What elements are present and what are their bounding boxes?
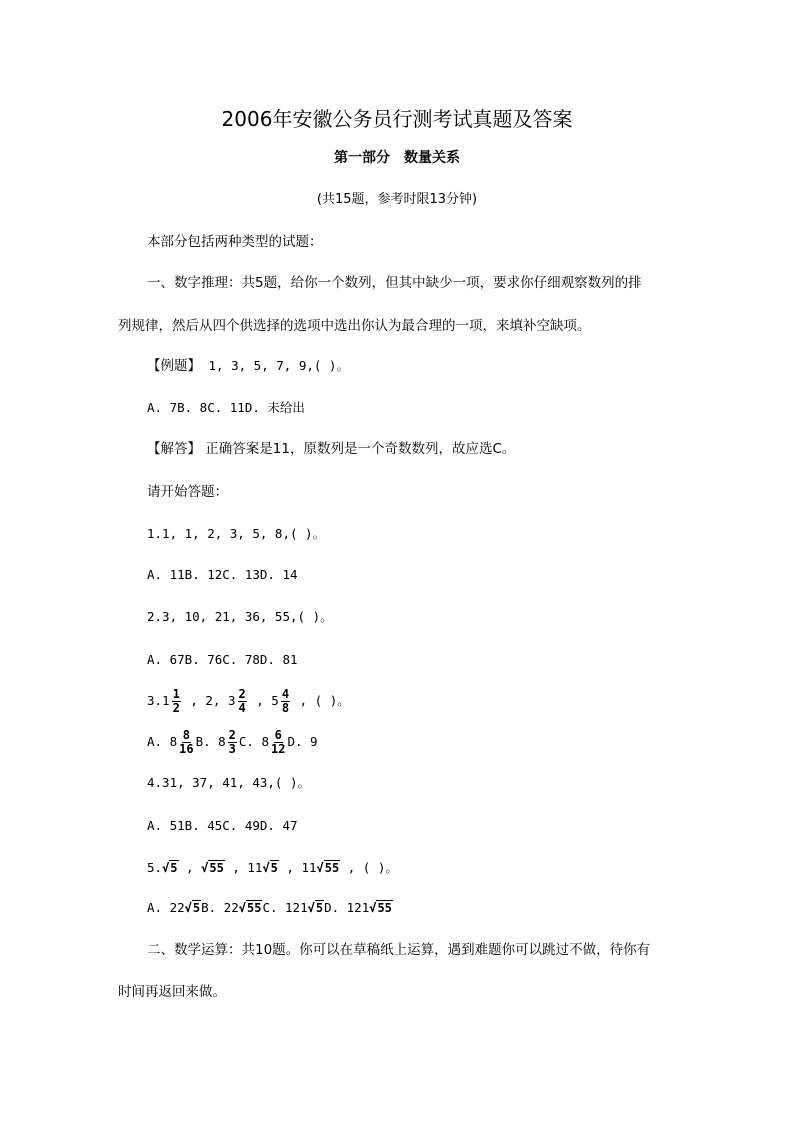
intro: 本部分包括两种类型的试题： [147, 234, 323, 250]
radicand: 55 [377, 901, 392, 915]
section2-line1: 二、数学运算：共10题。你可以在草稿纸上运算，遇到难题你可以跳过不做，待你有 [147, 942, 651, 958]
radicand: 5 [315, 901, 324, 915]
q3-part: 3.1 [147, 693, 170, 708]
start-prompt: 请开始答题： [147, 484, 228, 500]
q3-part: , 2, 3 [182, 693, 236, 708]
q1-text: 1.1, 1, 2, 3, 5, 8,( )。 [147, 526, 326, 541]
sqrt [162, 860, 178, 875]
sqrt-sign: √ [316, 861, 324, 875]
fraction [179, 729, 193, 756]
fraction [228, 729, 237, 756]
part-heading: 第一部分 数量关系 [334, 150, 460, 166]
option-c: C. 121 [262, 900, 308, 915]
option-a: A. 22 [147, 900, 185, 915]
numerator: 2 [238, 687, 246, 701]
sqrt [317, 860, 341, 875]
q3-part: , 5 [248, 693, 279, 708]
sqrt-sign: √ [184, 901, 192, 915]
radicand: 55 [246, 901, 262, 915]
example-answer [147, 439, 515, 459]
q1-options: A. 11B. 12C. 13D. 14 [147, 567, 298, 582]
example-text: 1, 3, 5, 7, 9,( )。 [201, 358, 349, 373]
sqrt-sign: √ [307, 901, 315, 915]
q5-options [147, 898, 393, 918]
q3-options [147, 729, 318, 756]
q5-part: , 11 [278, 860, 317, 875]
radicand: 55 [324, 861, 340, 875]
numerator: 4 [281, 687, 290, 701]
numerator: 6 [274, 728, 282, 742]
sqrt [308, 900, 324, 915]
section1-line1: 一、数字推理：共5题，给你一个数列，但其中缺少一项，要求你仔细观察数列的排 [147, 275, 642, 291]
time-note: (共15题，参考时限13分钟) [316, 192, 478, 207]
sqrt-sign: √ [162, 861, 170, 875]
sqrt-sign: √ [369, 901, 377, 915]
example-label: 【例题】 [147, 358, 201, 374]
document-title: 2006年安徽公务员行测考试真题及答案 [221, 107, 573, 131]
answer-text: 正确答案是11，原数列是一个奇数数列，故应选C。 [201, 441, 516, 457]
q5-part: , 11 [224, 860, 263, 875]
fraction [172, 688, 181, 715]
option-c: C. 8 [238, 734, 270, 749]
q3-part: , ( )。 [292, 693, 350, 708]
example-options: A. 7B. 8C. 11D. 未给出 [147, 400, 305, 415]
fraction [238, 688, 247, 715]
option-b: B. 22 [201, 900, 239, 915]
sqrt [262, 860, 278, 875]
q3-text [147, 688, 350, 715]
q4-options: A. 51B. 45C. 49D. 47 [147, 818, 298, 833]
q5-part: , [178, 860, 202, 875]
sqrt [369, 900, 393, 915]
q5-part: , ( )。 [340, 860, 398, 875]
denominator: 16 [179, 742, 194, 756]
denominator: 2 [172, 701, 180, 715]
fraction [281, 688, 290, 715]
option-d: D. 121 [324, 900, 370, 915]
sqrt-sign: √ [238, 901, 246, 915]
q5-text [147, 858, 398, 878]
option-a: A. 8 [147, 734, 178, 749]
numerator: 8 [182, 728, 190, 742]
section2-line2: 时间再返回来做。 [118, 984, 226, 1000]
sqrt-sign: √ [262, 861, 270, 875]
denominator: 4 [238, 701, 246, 715]
numerator: 2 [228, 728, 236, 742]
q2-text: 2.3, 10, 21, 36, 55,( )。 [147, 609, 333, 624]
radicand: 55 [209, 861, 224, 875]
q4-text: 4.31, 37, 41, 43,( )。 [147, 775, 311, 790]
q5-part: 5. [147, 860, 163, 875]
fraction [271, 729, 285, 756]
sqrt [201, 860, 225, 875]
q2-options: A. 67B. 76C. 78D. 81 [147, 652, 298, 667]
sqrt [239, 900, 263, 915]
denominator: 3 [228, 742, 236, 756]
option-b: B. 8 [195, 734, 226, 749]
denominator: 8 [281, 701, 290, 715]
radicand: 5 [192, 901, 201, 915]
section1-line2: 列规律，然后从四个供选择的选项中选出你认为最合理的一项，来填补空缺项。 [118, 318, 591, 334]
numerator: 1 [172, 687, 180, 701]
radicand: 5 [270, 861, 278, 875]
radicand: 5 [170, 861, 178, 875]
denominator: 12 [271, 742, 286, 756]
example-question [147, 356, 349, 376]
answer-label: 【解答】 [147, 441, 201, 457]
sqrt [185, 900, 201, 915]
sqrt-sign: √ [201, 861, 209, 875]
option-d: D. 9 [287, 734, 318, 749]
